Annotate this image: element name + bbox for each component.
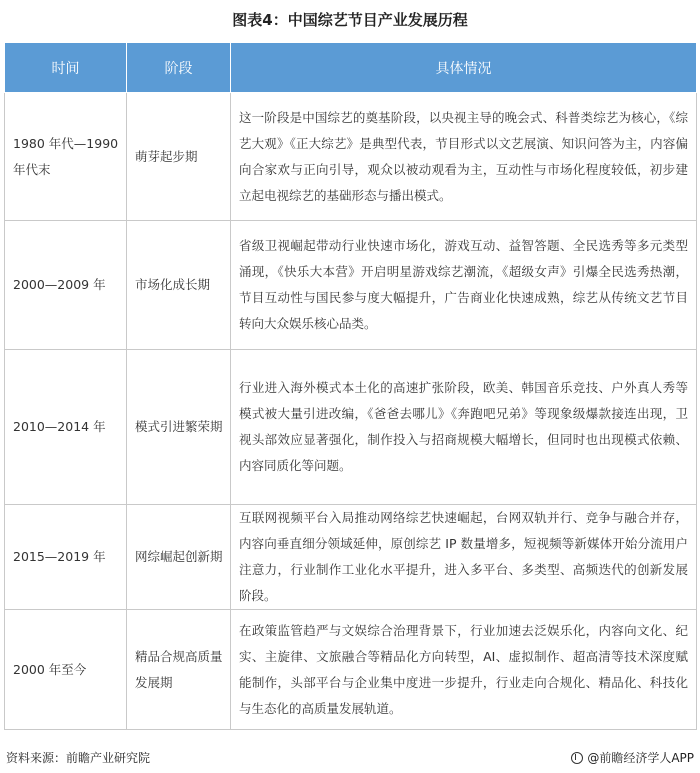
table-row [5, 505, 697, 610]
stage-cell: 模式引进繁荣期 [127, 350, 231, 505]
time-cell: 2010—2014 年 [5, 350, 127, 505]
header-detail: 具体情况 [231, 43, 697, 93]
stage-cell: 萌芽起步期 [127, 93, 231, 221]
qianzhan-logo-icon [571, 752, 583, 764]
source-note: 资料来源：前瞻产业研究院 [6, 751, 151, 765]
time-cell: 1980 年代—1990 年代末 [5, 93, 127, 221]
time-cell: 2000 年至今 [5, 610, 127, 730]
stage-cell: 市场化成长期 [127, 221, 231, 350]
detail-cell: 行业进入海外模式本土化的高速扩张阶段，欧美、韩国音乐竞技、户外真人秀等模式被大量引进改编，《爸爸去哪儿》《奔跑吧兄弟》等现象级爆款接连出现，卫视头部效应显著强化，制作投入与招商规模大幅增长，但同时也出现模式依赖、内容同质化等问题。 [231, 350, 697, 505]
table-row [5, 221, 697, 350]
header-time: 时间 [5, 43, 127, 93]
time-cell: 2000—2009 年 [5, 221, 127, 350]
stage-cell: 精品合规高质量发展期 [127, 610, 231, 730]
history-table [4, 42, 697, 730]
table-row [5, 350, 697, 505]
table-row [5, 610, 697, 730]
figure-title: 图表4：中国综艺节目产业发展历程 [232, 11, 468, 29]
table-row [5, 93, 697, 221]
header-stage: 阶段 [127, 43, 231, 93]
brand-credit [571, 748, 694, 768]
detail-cell: 互联网视频平台入局推动网络综艺快速崛起，台网双轨并行、竞争与融合并存，内容向垂直细分领域延伸，原创综艺 IP 数量增多，短视频等新媒体开始分流用户注意力，行业制作工业化水平提升，进入多平台、多类型、高频迭代的创新发展阶段。 [231, 505, 697, 610]
detail-cell: 这一阶段是中国综艺的奠基阶段，以央视主导的晚会式、科普类综艺为核心，《综艺大观》《正大综艺》是典型代表，节目形式以文艺展演、知识问答为主，内容偏向合家欢与正向引导，观众以被动观看为主，互动性与市场化程度较低，初步建立起电视综艺的基础形态与播出模式。 [231, 93, 697, 221]
brand-label: @前瞻经济学人APP [587, 751, 694, 765]
detail-cell: 省级卫视崛起带动行业快速市场化，游戏互动、益智答题、全民选秀等多元类型涌现，《快乐大本营》开启明星游戏综艺潮流，《超级女声》引爆全民选秀热潮，节目互动性与国民参与度大幅提升，广告商业化快速成熟，综艺从传统文艺节目转向大众娱乐核心品类。 [231, 221, 697, 350]
table-header-row [5, 43, 697, 93]
stage-cell: 网综崛起创新期 [127, 505, 231, 610]
detail-cell: 在政策监管趋严与文娱综合治理背景下，行业加速去泛娱乐化，内容向文化、纪实、主旋律、文旅融合等精品化方向转型，AI、虚拟制作、超高清等技术深度赋能制作，头部平台与企业集中度进一步提升，行业走向合规化、精品化、科技化与生态化的高质量发展轨道。 [231, 610, 697, 730]
time-cell: 2015—2019 年 [5, 505, 127, 610]
